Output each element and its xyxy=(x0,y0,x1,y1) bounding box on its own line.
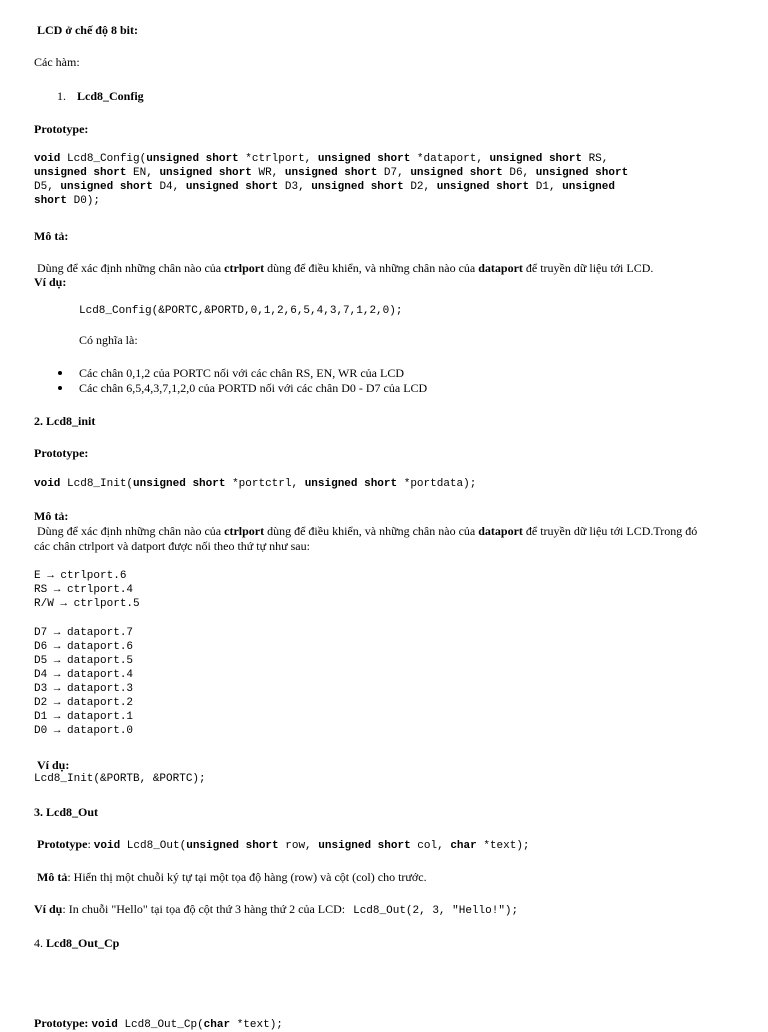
data-map-item: D1 → dataport.1 xyxy=(34,711,134,723)
section2-example-code: Lcd8_Init(&PORTB, &PORTC); xyxy=(34,773,206,785)
section2-prototype-code: void Lcd8_Init(unsigned short *portctrl, unsigned short *portdata); xyxy=(34,478,477,490)
data-map-item: D5 → dataport.5 xyxy=(34,655,134,667)
data-map-item: D7 → dataport.7 xyxy=(34,627,134,639)
section1-meaning: Có nghĩa là: xyxy=(79,333,138,347)
section1-description: Dùng để xác định những chân nào của ctrlport dùng để điều khiển, và những chân nào của dataport để truyền dữ liệu tới LCD. xyxy=(37,261,654,275)
section1-prototype-code: void Lcd8_Config(unsigned short *ctrlport, unsigned short *dataport, unsigned short RS, unsigned short EN, unsigned short WR, unsigned short D7, unsigned short D6, unsigned short D5, unsigned short D4, unsigned short D3, unsigned short D2, unsigned short D1, unsigned short D0); xyxy=(34,153,629,207)
ctrl-map-item: E → ctrlport.6 xyxy=(34,570,127,582)
section3-heading: 3. Lcd8_Out xyxy=(34,805,99,819)
section3-description: Mô tả: Hiển thị một chuỗi ký tự tại một tọa độ hàng (row) và cột (col) cho trước. xyxy=(37,870,427,884)
section1-bullet-item: Các chân 0,1,2 của PORTC nối với các chân RS, EN, WR của LCD xyxy=(79,366,405,380)
ctrl-map-item: R/W → ctrlport.5 xyxy=(34,598,140,610)
section1-vidu-label: Ví dụ: xyxy=(34,275,67,289)
data-map-item: D3 → dataport.3 xyxy=(34,683,134,695)
section2-vidu-label: Ví dụ: xyxy=(37,758,70,772)
section3-example: Ví dụ: In chuỗi "Hello" tại tọa độ cột thứ 3 hàng thứ 2 của LCD: Lcd8_Out(2, 3, "Hello!"); xyxy=(34,902,519,917)
section2-heading: 2. Lcd8_init xyxy=(34,414,96,428)
section2-description-line2: các chân ctrlport và datport được nối theo thứ tự như sau: xyxy=(34,539,310,553)
section1-mota-label: Mô tả: xyxy=(34,229,69,243)
page-title: LCD ở chế độ 8 bit: xyxy=(37,23,138,37)
section1-prototype-label: Prototype: xyxy=(34,122,89,136)
section1-number: 1. xyxy=(57,89,66,103)
section3-prototype: Prototype: void Lcd8_Out(unsigned short row, unsigned short col, char *text); xyxy=(37,837,530,852)
section2-description: Dùng để xác định những chân nào của ctrlport dùng để điều khiển, và những chân nào của dataport để truyền dữ liệu tới LCD.Trong đó xyxy=(37,524,698,538)
ctrl-map-item: RS → ctrlport.4 xyxy=(34,584,134,596)
intro-text: Các hàm: xyxy=(34,55,80,69)
section2-prototype-label: Prototype: xyxy=(34,446,89,460)
section4-prototype: Prototype: void Lcd8_Out_Cp(char *text); xyxy=(34,1016,283,1031)
data-map-item: D2 → dataport.2 xyxy=(34,697,134,709)
section1-heading xyxy=(57,89,144,103)
section4-heading: 4. Lcd8_Out_Cp xyxy=(34,936,120,950)
section2-mota-label: Mô tả: xyxy=(34,509,69,523)
section1-name: Lcd8_Config xyxy=(77,89,144,103)
section1-bullet-item: Các chân 6,5,4,3,7,1,2,0 của PORTD nối với các chân D0 - D7 của LCD xyxy=(79,381,428,395)
bullet-dot xyxy=(58,371,62,375)
data-map-item: D0 → dataport.0 xyxy=(34,725,134,737)
data-map-item: D6 → dataport.6 xyxy=(34,641,134,653)
section1-example-code: Lcd8_Config(&PORTC,&PORTD,0,1,2,6,5,4,3,7,1,2,0); xyxy=(79,305,403,317)
data-map-item: D4 → dataport.4 xyxy=(34,669,134,681)
bullet-dot xyxy=(58,386,62,390)
